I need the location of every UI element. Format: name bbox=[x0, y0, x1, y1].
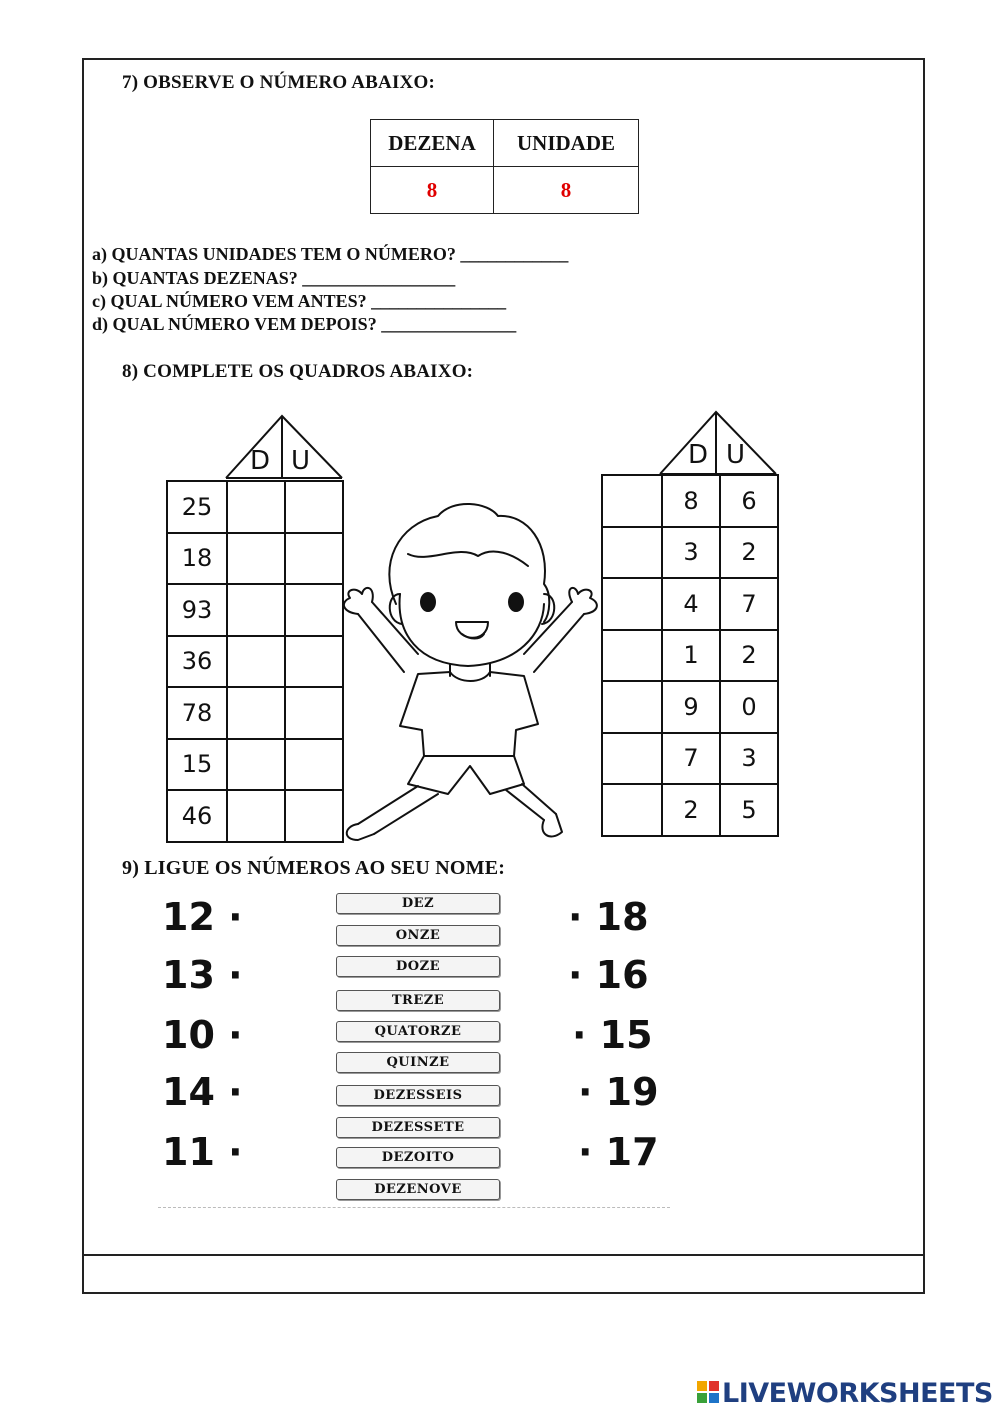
right-number-16[interactable]: · 16 bbox=[568, 953, 649, 997]
right-number-19[interactable]: · 19 bbox=[578, 1070, 659, 1114]
left-house-u-input[interactable] bbox=[284, 532, 344, 586]
name-tag-doze[interactable]: DOZE bbox=[336, 956, 500, 977]
left-house-d-label: D bbox=[250, 446, 271, 476]
unidade-header: UNIDADE bbox=[494, 120, 639, 167]
left-house-number-cell: 93 bbox=[166, 583, 228, 637]
left-number-10[interactable]: 10 · bbox=[162, 1013, 243, 1057]
left-number-13[interactable]: 13 · bbox=[162, 953, 243, 997]
right-house-u-digit: 0 bbox=[719, 680, 779, 734]
liveworksheets-brand: LIVEWORKSHEETS bbox=[722, 1378, 993, 1409]
right-house-number-input[interactable] bbox=[601, 629, 663, 683]
left-house-d-input[interactable] bbox=[226, 583, 286, 637]
left-house-number-cell: 18 bbox=[166, 532, 228, 586]
right-number-15[interactable]: · 15 bbox=[572, 1013, 653, 1057]
liveworksheets-logo-icon bbox=[697, 1381, 719, 1403]
left-house-u-input[interactable] bbox=[284, 583, 344, 637]
right-house-number-input[interactable] bbox=[601, 783, 663, 837]
right-house-d-digit: 9 bbox=[661, 680, 721, 734]
right-house-u-digit: 6 bbox=[719, 474, 779, 528]
right-house-d-digit: 4 bbox=[661, 577, 721, 631]
right-house-d-digit: 7 bbox=[661, 732, 721, 786]
right-house-u-digit: 5 bbox=[719, 783, 779, 837]
q7-title: 7) OBSERVE O NÚMERO ABAIXO: bbox=[122, 72, 435, 93]
left-house-number-cell: 25 bbox=[166, 480, 228, 534]
right-house-d-digit: 3 bbox=[661, 526, 721, 580]
name-tag-treze[interactable]: TREZE bbox=[336, 990, 500, 1011]
right-house-u-label: U bbox=[726, 440, 746, 470]
right-house-number-input[interactable] bbox=[601, 732, 663, 786]
left-house-number-cell: 15 bbox=[166, 738, 228, 792]
left-house-d-input[interactable] bbox=[226, 789, 286, 843]
right-number-18[interactable]: · 18 bbox=[568, 895, 649, 939]
name-tag-quinze[interactable]: QUINZE bbox=[336, 1052, 500, 1073]
footer-divider bbox=[82, 1254, 925, 1256]
q9-title: 9) LIGUE OS NÚMEROS AO SEU NOME: bbox=[122, 857, 506, 879]
left-house-d-input[interactable] bbox=[226, 738, 286, 792]
name-tag-onze[interactable]: ONZE bbox=[336, 925, 500, 946]
name-tag-dezenove[interactable]: DEZENOVE bbox=[336, 1179, 500, 1200]
left-house-u-input[interactable] bbox=[284, 480, 344, 534]
right-house-number-input[interactable] bbox=[601, 526, 663, 580]
left-house-roof bbox=[222, 412, 346, 482]
right-house-d-label: D bbox=[688, 440, 709, 470]
left-house-u-input[interactable] bbox=[284, 686, 344, 740]
right-number-17[interactable]: · 17 bbox=[578, 1130, 659, 1174]
left-number-11[interactable]: 11 · bbox=[162, 1130, 243, 1174]
name-tag-dezesseis[interactable]: DEZESSEIS bbox=[336, 1085, 500, 1106]
right-house-d-digit: 1 bbox=[661, 629, 721, 683]
right-house-u-digit: 2 bbox=[719, 526, 779, 580]
left-house-number-cell: 78 bbox=[166, 686, 228, 740]
q7-question-b[interactable]: b) QUANTAS DEZENAS? _________________ bbox=[92, 268, 456, 288]
left-house-u-input[interactable] bbox=[284, 789, 344, 843]
dezena-value: 8 bbox=[371, 167, 494, 214]
unidade-value: 8 bbox=[494, 167, 639, 214]
name-tag-dez[interactable]: DEZ bbox=[336, 893, 500, 914]
left-house-d-input[interactable] bbox=[226, 480, 286, 534]
right-house-number-input[interactable] bbox=[601, 474, 663, 528]
right-house-u-digit: 7 bbox=[719, 577, 779, 631]
left-house-d-input[interactable] bbox=[226, 686, 286, 740]
boy-illustration bbox=[338, 494, 602, 842]
q8-title: 8) COMPLETE OS QUADROS ABAIXO: bbox=[122, 361, 474, 382]
right-house-d-digit: 2 bbox=[661, 783, 721, 837]
left-house-u-input[interactable] bbox=[284, 635, 344, 689]
right-house-u-digit: 3 bbox=[719, 732, 779, 786]
left-house-d-input[interactable] bbox=[226, 635, 286, 689]
dashed-separator bbox=[158, 1207, 670, 1208]
left-house-u-input[interactable] bbox=[284, 738, 344, 792]
right-house-number-input[interactable] bbox=[601, 577, 663, 631]
name-tag-quatorze[interactable]: QUATORZE bbox=[336, 1021, 500, 1042]
left-number-12[interactable]: 12 · bbox=[162, 895, 243, 939]
left-house-u-label: U bbox=[291, 446, 311, 476]
left-number-14[interactable]: 14 · bbox=[162, 1070, 243, 1114]
name-tag-dezessete[interactable]: DEZESSETE bbox=[336, 1117, 500, 1138]
q7-question-d[interactable]: d) QUAL NÚMERO VEM DEPOIS? _______________ bbox=[92, 314, 517, 334]
q7-question-a[interactable]: a) QUANTAS UNIDADES TEM O NÚMERO? ____________ bbox=[92, 244, 569, 264]
right-house-number-input[interactable] bbox=[601, 680, 663, 734]
place-value-table bbox=[370, 119, 639, 214]
right-house-u-digit: 2 bbox=[719, 629, 779, 683]
right-house-d-digit: 8 bbox=[661, 474, 721, 528]
q7-question-c[interactable]: c) QUAL NÚMERO VEM ANTES? _______________ bbox=[92, 291, 507, 311]
right-house-roof bbox=[656, 408, 780, 478]
left-house-number-cell: 46 bbox=[166, 789, 228, 843]
name-tag-dezoito[interactable]: DEZOITO bbox=[336, 1147, 500, 1168]
left-house-d-input[interactable] bbox=[226, 532, 286, 586]
left-house-number-cell: 36 bbox=[166, 635, 228, 689]
dezena-header: DEZENA bbox=[371, 120, 494, 167]
